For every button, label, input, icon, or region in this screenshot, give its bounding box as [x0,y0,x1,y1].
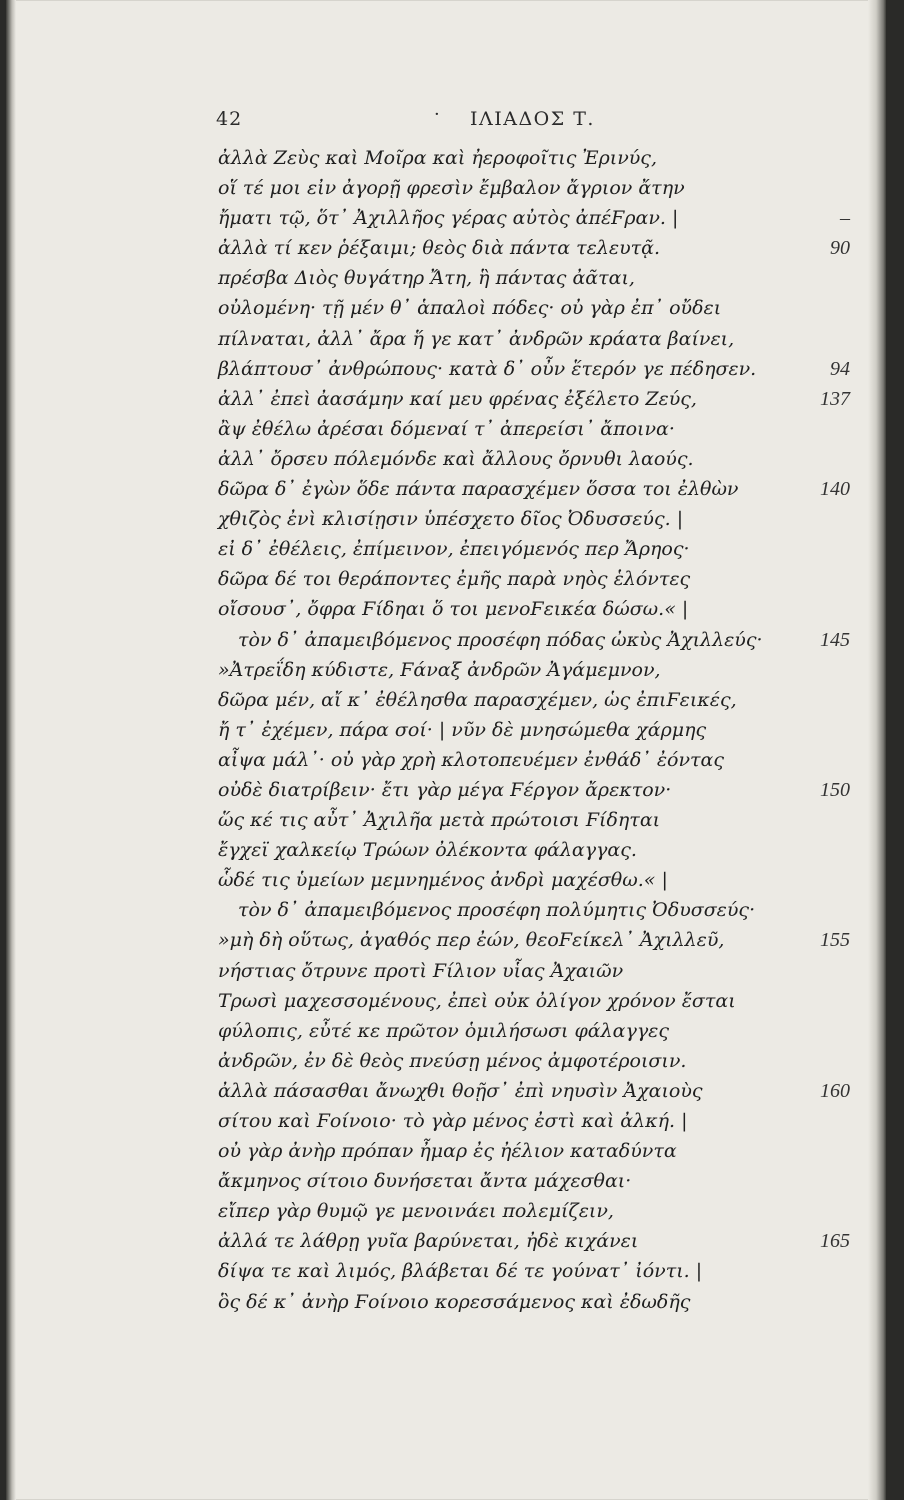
verse-line-text: οὐλομένη· τῇ μέν θ᾽ ἁπαλοὶ πόδες· οὐ γὰρ ἐπ᾽ οὔδει [218,297,722,320]
verse-line [6,143,886,173]
verse-line-text: βλάπτουσ᾽ ἀνθρώπους· κατὰ δ᾽ οὖν ἕτερόν γε πέδησεν. [218,357,757,380]
verse-line-text: ἀλλὰ Ζεὺς καὶ Μοῖρα καὶ ἠεροφοῖτις Ἐρινύς, [218,147,657,169]
verse-line-text: δῶρα δ᾽ ἐγὼν ὅδε πάντα παρασχέμεν ὅσσα τοι ἐλθὼν [218,478,739,501]
verse-line [6,625,886,655]
verse-line-text: δῶρα μέν, αἴ κ᾽ ἐθέλησθα παρασχέμεν, ὡς ἐπιϜεικές, [218,688,737,711]
page-number: 42 [216,108,243,130]
line-number: 150 [820,778,850,801]
verse-line [6,293,886,323]
verse-line [6,655,886,685]
verse-line [6,865,886,895]
verse-line-text: ἀλλά τε λάθρῃ γυῖα βαρύνεται, ἠδὲ κιχάνει [218,1230,639,1253]
line-number: 90 [830,237,850,260]
verse-line-text: ὧδέ τις ὑμείων μεμνημένος ἀνδρὶ μαχέσθω.« | [218,869,668,892]
verse-line-text: ὥς κέ τις αὖτ᾽ Ἀχιλῆα μετὰ πρώτοισι Ϝίδηται [218,809,661,832]
verse-line-text: ἀλλ᾽ ἐπεὶ ἀασάμην καί μευ φρένας ἐξέλετο Ζεύς, [218,387,697,410]
verse-line [6,1166,886,1196]
verse-line-text: οὐδὲ διατρίβειν· ἔτι γὰρ μέγα Ϝέργον ἄρεκτον· [218,778,672,801]
verse-line-text: Τρωσὶ μαχεσσομένους, ἐπεὶ οὐκ ὀλίγον χρόνον ἔσται [218,989,736,1012]
verse-line [6,324,886,354]
verse-line [6,384,886,414]
verse-line [6,233,886,263]
line-number: – [840,207,850,230]
verse-line-text: χθιζὸς ἐνὶ κλισίῃσιν ὑπέσχετο δῖος Ὀδυσσεύς. | [218,508,684,531]
verse-line-text: ἀλλ᾽ ὄρσευ πόλεμόνδε καὶ ἄλλους ὄρνυθι λαούς. [218,447,694,470]
verse-line [6,1076,886,1106]
line-number: 137 [820,387,850,410]
verse-line-text: εἴπερ γὰρ θυμῷ γε μενοινάει πολεμίζειν, [218,1200,614,1223]
verse-line [6,775,886,805]
verse-line-text: τὸν δ᾽ ἀπαμειβόμενος προσέφη πολύμητις Ὀδυσσεύς· [238,899,756,922]
verse-line [6,895,886,925]
verse-line [6,1016,886,1046]
running-header [6,104,886,136]
verse-line [6,444,886,474]
verse-line-text: ἄκμηνος σίτοιο δυνήσεται ἄντα μάχεσθαι· [218,1170,632,1193]
verse-line-text: ἤματι τῷ, ὅτ᾽ Ἀχιλλῆος γέρας αὐτὸς ἀπέϜραν. | [218,207,679,230]
verse-line-text: ἀλλὰ τί κεν ῥέξαιμι; θεὸς διὰ πάντα τελευτᾷ. [218,237,661,260]
verse-line-text: οἴσουσ᾽, ὄφρα Ϝίδηαι ὅ τοι μενοϜεικέα δώσω.« | [218,598,689,621]
verse-line [6,1256,886,1286]
verse-line-text: εἰ δ᾽ ἐθέλεις, ἐπίμεινον, ἐπειγόμενός περ Ἄρηος· [218,538,690,561]
verse-line [6,715,886,745]
verse-line-text: τὸν δ᾽ ἀπαμειβόμενος προσέφη πόδας ὠκὺς Ἀχιλλεύς· [238,628,763,651]
verse-line [6,414,886,444]
verse-line-text: ὃς δέ κ᾽ ἀνὴρ Ϝοίνοιο κορεσσάμενος καὶ ἐδωδῆς [218,1290,691,1313]
verse-line [6,835,886,865]
verse-line-text: αἶψα μάλ᾽· οὐ γὰρ χρὴ κλοτοπευέμεν ἐνθάδ᾽ ἐόντας [218,748,724,771]
verse-line [6,925,886,955]
verse-line-text: ἀλλὰ πάσασθαι ἄνωχθι θοῇσ᾽ ἐπὶ νηυσὶν Ἀχαιοὺς [218,1079,703,1102]
verse-line [6,173,886,203]
verse-line-text: ἂψ ἐθέλω ἀρέσαι δόμεναί τ᾽ ἀπερείσι᾽ ἄποινα· [218,417,675,440]
verse-line [6,594,886,624]
book-page [6,0,886,1500]
verse-line-text: »μὴ δὴ οὕτως, ἀγαθός περ ἐών, θεοϜείκελ᾽ Ἀχιλλεῦ, [218,929,725,952]
verse-line [6,203,886,233]
verse-line-text: δίψα τε καὶ λιμός, βλάβεται δέ τε γούνατ᾽ ἰόντι. | [218,1260,703,1283]
verse-line-text: ἀνδρῶν, ἐν δὲ θεὸς πνεύσῃ μένος ἀμφοτέροισιν. [218,1049,687,1072]
line-number: 94 [830,357,850,380]
verse-line-text: ἔγχεϊ χαλκείῳ Τρώων ὀλέκοντα φάλαγγας. [218,839,637,862]
verse-line [6,1226,886,1256]
verse-line [6,1046,886,1076]
verse-line [6,564,886,594]
page-title: ΙΛΙΑΔΟΣ Τ. [470,108,595,130]
verse-line [6,263,886,293]
verse-line [6,534,886,564]
verse-line [6,1196,886,1226]
verse-line [6,354,886,384]
verse-line [6,1136,886,1166]
header-dot: · [434,104,441,125]
verse-line-text: νήστιας ὄτρυνε προτὶ Ϝίλιον υἷας Ἀχαιῶν [218,959,624,982]
verse-line-text: ἤ τ᾽ ἐχέμεν, πάρα σοί· | νῦν δὲ μνησώμεθα χάρμης [218,718,707,741]
verse-line-text: φύλοπις, εὖτέ κε πρῶτον ὁμιλήσωσι φάλαγγες [218,1019,670,1042]
verse-line-text: οὐ γὰρ ἀνὴρ πρόπαν ἦμαρ ἐς ἠέλιον καταδύντα [218,1140,677,1163]
verse-line-text: σίτου καὶ Ϝοίνοιο· τὸ γὰρ μένος ἐστὶ καὶ ἀλκή. | [218,1110,688,1132]
line-number: 155 [820,929,850,952]
verse-line [6,956,886,986]
line-number: 145 [820,628,850,651]
verse-line-text: οἵ τέ μοι εἰν ἀγορῇ φρεσὶν ἔμβαλον ἄγριον ἄτην [218,177,685,200]
line-number: 160 [820,1079,850,1102]
line-number: 140 [820,478,850,501]
verse-line-text: δῶρα δέ τοι θεράποντες ἐμῆς παρὰ νηὸς ἑλόντες [218,568,691,591]
verse-line [6,805,886,835]
verse-line [6,1106,886,1136]
verse-text [6,143,886,1317]
verse-line-text: πρέσβα Διὸς θυγάτηρ Ἄτη, ἣ πάντας ἀᾶται, [218,267,635,290]
line-number: 165 [820,1230,850,1253]
verse-line [6,986,886,1016]
verse-line [6,474,886,504]
verse-line [6,504,886,534]
verse-line [6,1287,886,1317]
verse-line [6,745,886,775]
verse-line-text: πίλναται, ἀλλ᾽ ἄρα ἥ γε κατ᾽ ἀνδρῶν κράατα βαίνει, [218,327,735,350]
verse-line-text: »Ἀτρεΐδη κύδιστε, Ϝάναξ ἀνδρῶν Ἀγάμεμνον, [218,658,661,681]
verse-line [6,685,886,715]
